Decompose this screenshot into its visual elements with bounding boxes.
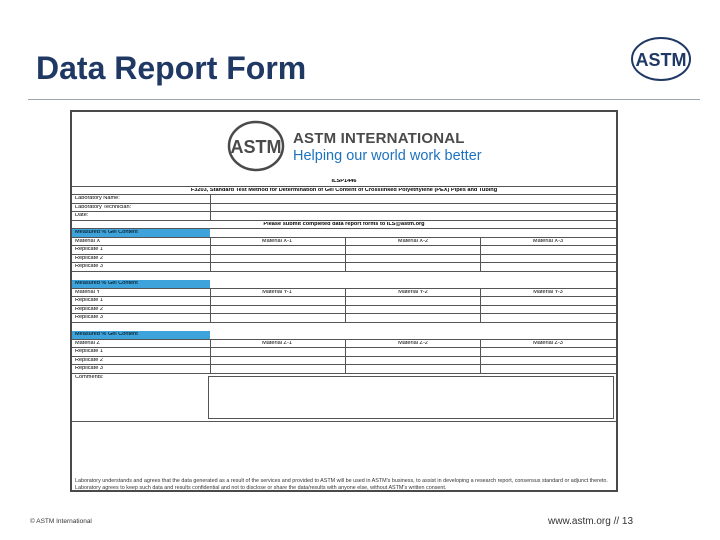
replicate-row — [72, 365, 616, 374]
svg-text:ASTM: ASTM — [635, 50, 687, 70]
replicate-row — [72, 297, 616, 306]
replicate-row — [72, 306, 616, 315]
form-banner — [227, 120, 547, 172]
column-header: Material X-2 — [397, 238, 429, 244]
org-name: ASTM INTERNATIONAL — [293, 130, 465, 147]
column-header: Material Z-1 — [262, 340, 292, 346]
replicate-label: Replicate 1 — [75, 247, 103, 252]
material-label: Material Z — [75, 340, 100, 346]
field-row — [72, 204, 616, 213]
footer-right — [548, 516, 633, 527]
section-header-row — [72, 229, 616, 238]
replicate-row — [72, 348, 616, 357]
column-header: Material Y-3 — [533, 289, 563, 295]
material-label: Material Y — [75, 289, 101, 295]
material-row — [72, 340, 616, 349]
submit-note-row — [72, 221, 616, 230]
section-header: Measured % Gel Content — [75, 230, 138, 235]
replicate-label: Replicate 2 — [75, 357, 103, 363]
section-header-row — [72, 280, 616, 289]
disclaimer-text: Laboratory understands and agrees that the data generated as a result of the services and provided to ASTM will be used in ASTM's business, to assist in developing a research report, consensus standard or adjunct thereto. Laboratory agrees to keep such data and results confidential and not to disclose or share the data/results with anyone else, without ASTM's written consent. — [75, 478, 608, 492]
astm-seal-icon — [227, 120, 285, 172]
astm-logo — [630, 36, 692, 82]
column-header: Material Z-2 — [398, 340, 428, 346]
spacer-row — [72, 272, 616, 281]
method-title: F3203, Standard Test Method for Determination of Gel Content of Crosslinked Polyethylene (PEX) Pipes and Tubing — [190, 187, 498, 193]
replicate-label: Replicate 1 — [75, 349, 103, 354]
replicate-row — [72, 255, 616, 264]
comments-row — [72, 374, 616, 422]
replicate-label: Replicate 3 — [75, 366, 103, 371]
replicate-label: Replicate 2 — [75, 255, 103, 261]
copyright: © ASTM International — [30, 518, 92, 525]
field-label: Date: — [75, 213, 89, 218]
material-row — [72, 289, 616, 298]
section-header: Measured % Gel Content — [75, 332, 138, 337]
page-number: // 13 — [613, 516, 634, 527]
title-divider — [28, 99, 700, 100]
column-header: Material Y-2 — [398, 289, 428, 295]
section-header-row — [72, 331, 616, 340]
replicate-label: Replicate 3 — [75, 264, 103, 269]
spacer-row — [72, 323, 616, 332]
submit-note: Please submit completed data report forms to ILS@astm.org — [263, 221, 425, 227]
form-grid — [72, 178, 616, 492]
comments-area — [208, 376, 614, 419]
material-row — [72, 238, 616, 247]
section-header: Measured % Gel Content — [75, 281, 138, 286]
comments-label: Comments: — [75, 374, 104, 380]
column-header: Material Z-3 — [533, 340, 563, 346]
field-label: Laboratory Name: — [75, 196, 120, 201]
field-row — [72, 195, 616, 204]
data-report-form-image — [70, 110, 618, 492]
column-header: Material X-3 — [532, 238, 564, 244]
replicate-label: Replicate 2 — [75, 306, 103, 312]
field-label: Laboratory Technician: — [75, 204, 132, 210]
replicate-row — [72, 314, 616, 323]
column-header: Material Y-1 — [262, 289, 292, 295]
study-id: ILSP1446 — [331, 179, 357, 184]
field-row — [72, 212, 616, 221]
footer-url: www.astm.org — [548, 516, 611, 527]
slide-title: Data Report Form — [36, 50, 307, 86]
replicate-label: Replicate 3 — [75, 315, 103, 320]
column-header: Material X-1 — [261, 238, 293, 244]
svg-text:ASTM: ASTM — [230, 137, 282, 157]
replicate-row — [72, 263, 616, 272]
replicate-label: Replicate 1 — [75, 298, 103, 303]
replicate-row — [72, 357, 616, 366]
material-label: Material X — [75, 238, 101, 244]
study-id-row — [72, 178, 616, 187]
replicate-row — [72, 246, 616, 255]
method-title-row — [72, 187, 616, 196]
org-tagline: Helping our world work better — [293, 148, 482, 164]
